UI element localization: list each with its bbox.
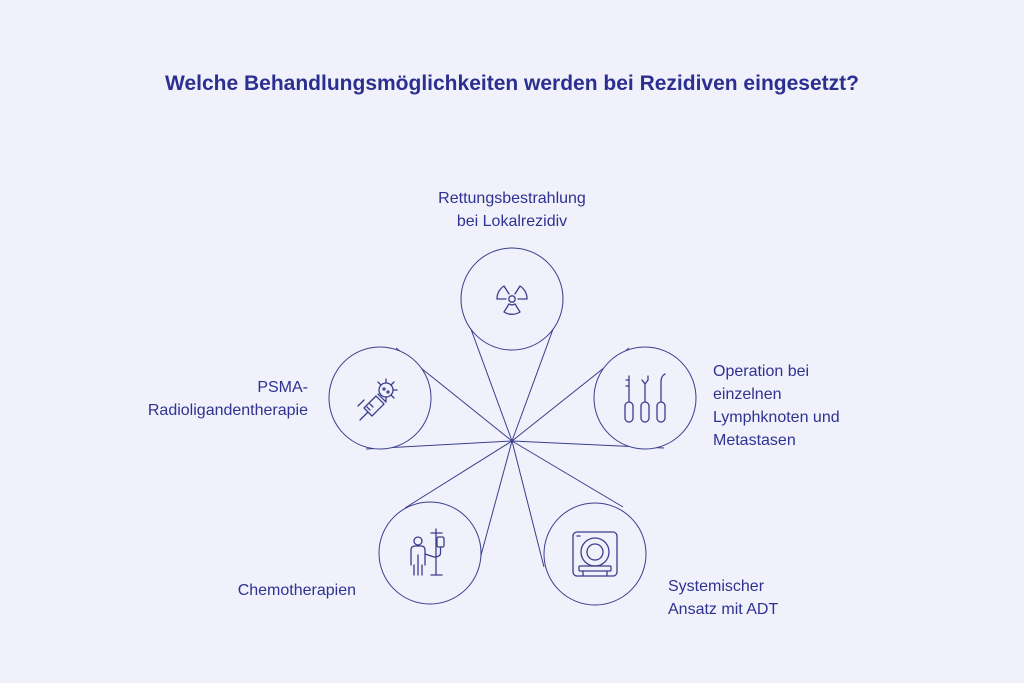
petal-systemisch: [512, 441, 646, 605]
petal-psma: [329, 347, 512, 449]
label-systemisch: Systemischer Ansatz mit ADT: [668, 578, 779, 618]
label-rettung: Rettungsbestrahlung bei Lokalrezidiv: [438, 190, 586, 230]
diagram-title: Welche Behandlungsmöglichkeiten werden bei Rezidiven eingesetzt?: [165, 72, 859, 95]
label-psma: PSMA- Radioligandentherapie: [147, 379, 308, 419]
petal-operation: [512, 347, 696, 449]
label-chemo: Chemotherapien: [237, 582, 356, 599]
petal-chemo: [379, 441, 512, 604]
label-operation: Operation bei einzelnen Lymphknoten und Metastasen: [713, 363, 840, 449]
